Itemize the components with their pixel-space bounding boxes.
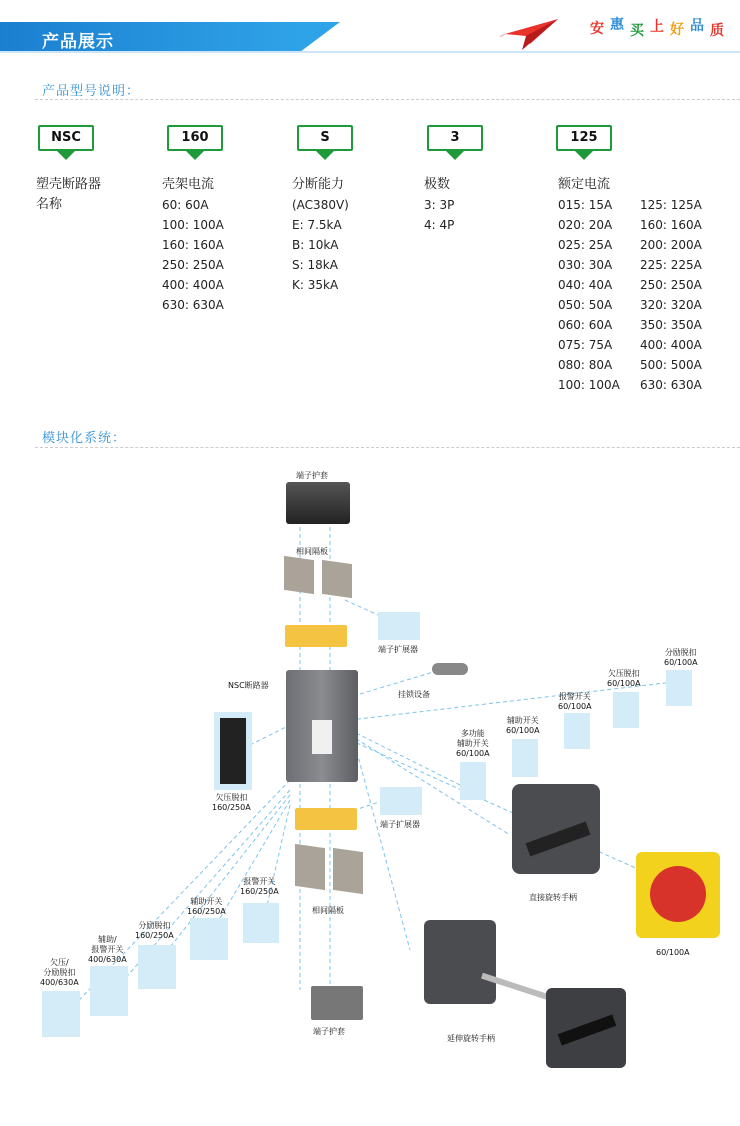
spec-item: 050: 50A <box>558 298 613 312</box>
column-heading: 分断能力 <box>292 177 345 192</box>
spec-item: 400: 400A <box>640 338 702 352</box>
aux-top-image <box>512 739 538 777</box>
spec-item: 225: 225A <box>640 258 702 272</box>
label-text: 多功能 <box>460 729 485 738</box>
label-text: 报警开关 <box>243 877 276 886</box>
spec-item: 030: 30A <box>558 258 613 272</box>
terminal-cover-top-label: 端子护套 <box>296 471 328 480</box>
spec-item: 160: 160A <box>640 218 702 232</box>
spec-item: 040: 40A <box>558 278 613 292</box>
uv-top-label <box>607 669 641 689</box>
shunt-b-image <box>138 945 176 989</box>
spec-item: 60: 60A <box>162 198 209 212</box>
aux-top-label <box>506 716 540 736</box>
alarm-top-label <box>558 692 592 712</box>
phase-barrier-bottom-label: 相间隔板 <box>312 906 344 915</box>
terminal-cover-top-image <box>286 482 350 524</box>
yellow-handle-image <box>636 852 720 938</box>
nsc-breaker-label: NSC断路器 <box>228 681 269 690</box>
aux-alarm-label <box>88 935 127 965</box>
red-knob <box>650 866 706 922</box>
spec-item: S: 18kA <box>292 258 338 272</box>
spec-item: 320: 320A <box>640 298 702 312</box>
label-text-2: 辅助开关 <box>456 739 489 748</box>
yellow-handle-label: 60/100A <box>656 948 690 957</box>
terminal-ext-top-label: 端子扩展器 <box>378 645 418 654</box>
phase-barrier-top-left-image <box>284 556 314 594</box>
code-box-poles: 3 <box>427 125 483 151</box>
slogan-char: 质 <box>710 23 724 39</box>
extended-handle-label: 延伸旋转手柄 <box>447 1034 495 1043</box>
spec-item: 630: 630A <box>162 298 224 312</box>
spec-item: 100: 100A <box>558 378 620 392</box>
spec-item: K: 35kA <box>292 278 339 292</box>
terminal-bottom-image <box>295 808 357 830</box>
phase-barrier-bottom-right-image <box>333 848 363 894</box>
label-text: 欠压脱扣 <box>607 669 640 678</box>
lock-device-label: 挂锁设备 <box>398 690 430 699</box>
label-text: 分励脱扣 <box>664 648 697 657</box>
nsc-breaker-image <box>286 670 358 782</box>
label-rating: 160/250A <box>135 931 174 940</box>
column-heading-2: 名称 <box>36 197 63 212</box>
label-rating: 160/250A <box>240 887 279 896</box>
shunt-top-label <box>664 648 698 668</box>
direct-handle-image <box>512 784 600 874</box>
label-rating: 160/250A <box>187 907 226 916</box>
spec-item: 500: 500A <box>640 358 702 372</box>
spec-item: 200: 200A <box>640 238 702 252</box>
label-text-2: 报警开关 <box>91 945 124 954</box>
multi-aux-label <box>456 729 490 759</box>
spec-item: 4: 4P <box>424 218 455 232</box>
spec-item: 020: 20A <box>558 218 613 232</box>
uv-left-body <box>220 718 246 784</box>
slogan-char: 惠 <box>610 17 624 33</box>
multi-aux-image <box>460 762 486 800</box>
uv-shunt-image <box>42 991 80 1037</box>
label-rating: 400/630A <box>88 955 127 964</box>
slogan-char: 买 <box>630 23 644 39</box>
model-section-title: 产品型号说明： <box>42 84 141 99</box>
label-text: 报警开关 <box>558 692 591 701</box>
spec-item: 160: 160A <box>162 238 224 252</box>
label-text: 欠压脱扣 <box>215 793 248 802</box>
terminal-cover-bottom-image <box>311 986 363 1020</box>
module-section-title: 模块化系统： <box>42 431 127 446</box>
spec-item: E: 7.5kA <box>292 218 342 232</box>
label-rating: 60/100A <box>558 702 592 711</box>
extended-handle-front-image <box>546 988 626 1068</box>
spec-item: 630: 630A <box>640 378 702 392</box>
spec-item: 080: 80A <box>558 358 613 372</box>
page-title: 产品展示 <box>42 32 114 52</box>
spec-item: 060: 60A <box>558 318 613 332</box>
uv-left-image <box>214 712 252 790</box>
alarm-b-image <box>243 903 279 943</box>
label-text: 辅助/ <box>98 935 117 944</box>
uv-top-image <box>613 692 639 728</box>
label-rating: 60/100A <box>607 679 641 688</box>
label-text: 分励脱扣 <box>138 921 171 930</box>
terminal-ext-bottom-label: 端子扩展器 <box>380 820 420 829</box>
uv-left-label <box>212 793 251 813</box>
column-heading: 壳架电流 <box>162 177 215 192</box>
terminal-cover-bottom-label: 端子护套 <box>313 1027 345 1036</box>
code-box-frame: 160 <box>167 125 223 151</box>
terminal-ext-bottom-image <box>380 787 422 815</box>
label-text: 欠压/ <box>50 958 69 967</box>
shunt-top-image <box>666 670 692 706</box>
direct-handle-label: 直接旋转手柄 <box>529 893 577 902</box>
column-heading: 极数 <box>424 177 451 192</box>
label-rating: 60/100A <box>456 749 490 758</box>
aux-b-label <box>187 897 226 917</box>
phase-barrier-bottom-left-image <box>295 844 325 890</box>
label-rating: 60/100A <box>664 658 698 667</box>
spec-item: 400: 400A <box>162 278 224 292</box>
terminal-top-image <box>285 625 347 647</box>
alarm-b-label <box>240 877 279 897</box>
label-text: 辅助开关 <box>506 716 539 725</box>
shunt-b-label <box>135 921 174 941</box>
handle-lever <box>526 821 591 856</box>
spec-item: (AC380V) <box>292 198 349 212</box>
column-heading: 塑壳断路器 <box>36 177 102 192</box>
lock-device-image <box>432 663 468 675</box>
label-text: 辅助开关 <box>190 897 223 906</box>
code-box-breaking: S <box>297 125 353 151</box>
label-rating: 60/100A <box>506 726 540 735</box>
spec-item: 025: 25A <box>558 238 613 252</box>
handle-lever <box>558 1014 617 1045</box>
spec-item: 015: 15A <box>558 198 613 212</box>
spec-item: 350: 350A <box>640 318 702 332</box>
spec-item: 075: 75A <box>558 338 613 352</box>
spec-item: B: 10kA <box>292 238 339 252</box>
column-heading: 额定电流 <box>558 177 611 192</box>
spec-item: 250: 250A <box>162 258 224 272</box>
phase-barrier-top-right-image <box>322 560 352 598</box>
breaker-toggle <box>312 720 332 754</box>
spec-item: 100: 100A <box>162 218 224 232</box>
terminal-ext-top-image <box>378 612 420 640</box>
spec-item: 125: 125A <box>640 198 702 212</box>
aux-b-image <box>190 918 228 960</box>
label-text-2: 分励脱扣 <box>43 968 76 977</box>
uv-shunt-label <box>40 958 79 988</box>
slogan-char: 上 <box>650 19 664 35</box>
label-rating: 400/630A <box>40 978 79 987</box>
slogan-char: 好 <box>670 22 684 38</box>
spec-item: 250: 250A <box>640 278 702 292</box>
label-rating: 160/250A <box>212 803 251 812</box>
aux-alarm-image <box>90 966 128 1016</box>
alarm-top-image <box>564 713 590 749</box>
slogan-char: 安 <box>590 21 604 37</box>
extended-handle-rear-image <box>424 920 496 1004</box>
code-box-name: NSC <box>38 125 94 151</box>
phase-barrier-top-label: 相间隔板 <box>296 547 328 556</box>
spec-item: 3: 3P <box>424 198 455 212</box>
slogan-char: 品 <box>690 18 704 34</box>
code-box-rated: 125 <box>556 125 612 151</box>
